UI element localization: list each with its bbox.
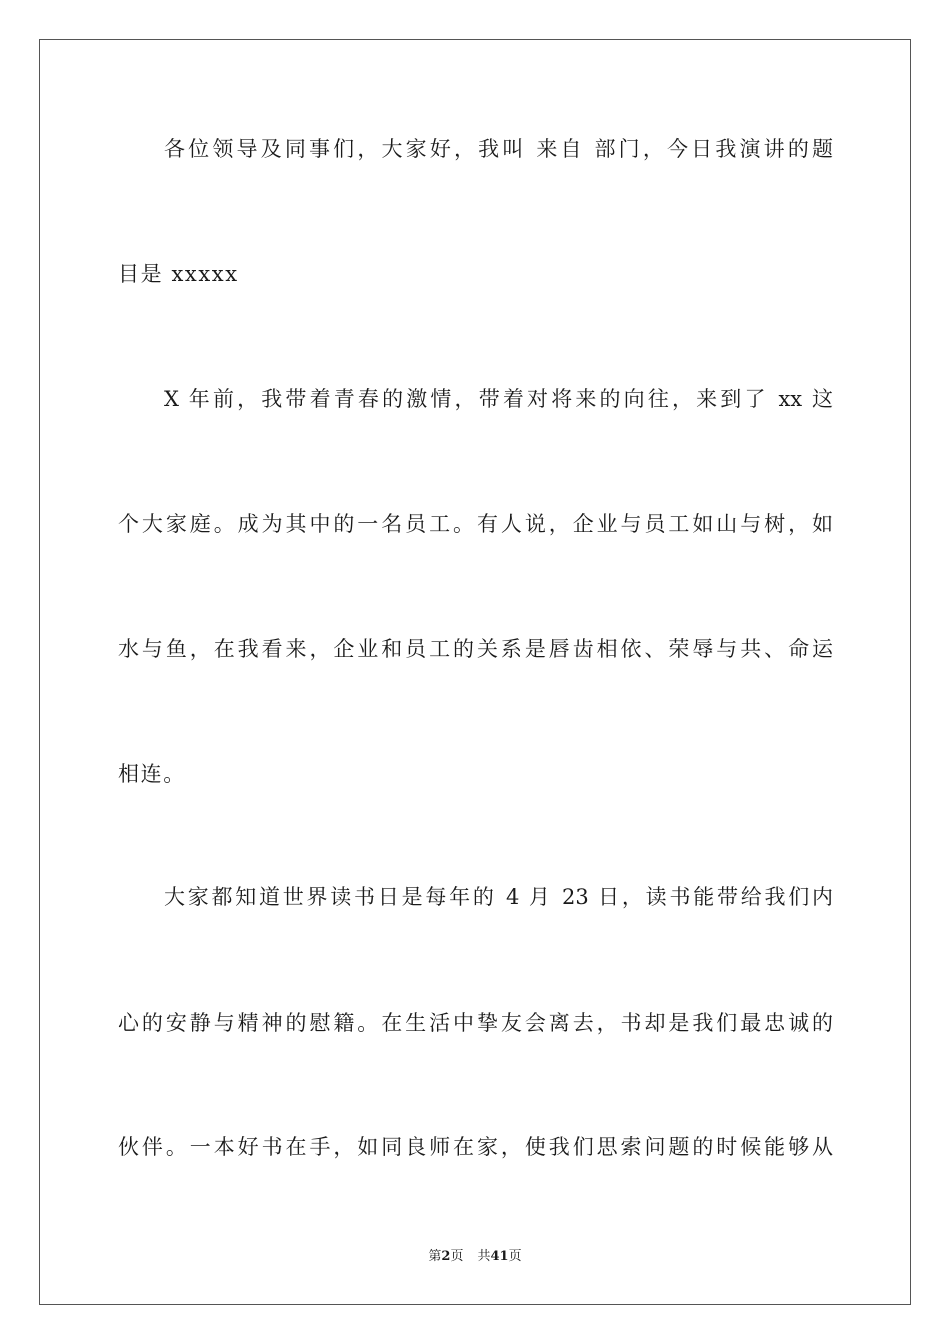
paragraph-2-line-3: 水与鱼，在我看来，企业和员工的关系是唇齿相依、荣辱与共、命运 [118, 637, 833, 661]
paragraph-2-line-2: 个大家庭。成为其中的一名员工。有人说，企业与员工如山与树，如 [118, 512, 833, 536]
total-prefix: 共 [477, 1249, 491, 1264]
paragraph-3-line-2: 心的安静与精神的慰籍。在生活中挚友会离去，书却是我们最忠诚的 [118, 1011, 833, 1035]
paragraph-2-line-4: 相连。 [118, 762, 186, 786]
page-prefix: 第 [428, 1249, 442, 1264]
paragraph-3-line-3: 伙伴。一本好书在手，如同良师在家，使我们思索问题的时候能够从 [118, 1135, 833, 1159]
paragraph-1-line-1: 各位领导及同事们，大家好，我叫 来自 部门，今日我演讲的题 [164, 137, 833, 161]
page-suffix: 页 [450, 1249, 464, 1264]
total-page-number: 41 [490, 1249, 509, 1264]
page-frame [39, 39, 911, 1305]
paragraph-1-line-2: 目是 xxxxx [118, 262, 239, 286]
paragraph-3-line-1: 大家都知道世界读书日是每年的 4 月 23 日，读书能带给我们内 [164, 885, 833, 909]
current-page-number: 2 [441, 1249, 451, 1264]
page-footer [0, 1248, 950, 1266]
paragraph-2-line-1: X 年前，我带着青春的激情，带着对将来的向往，来到了 xx 这 [164, 387, 833, 411]
total-suffix: 页 [508, 1249, 522, 1264]
